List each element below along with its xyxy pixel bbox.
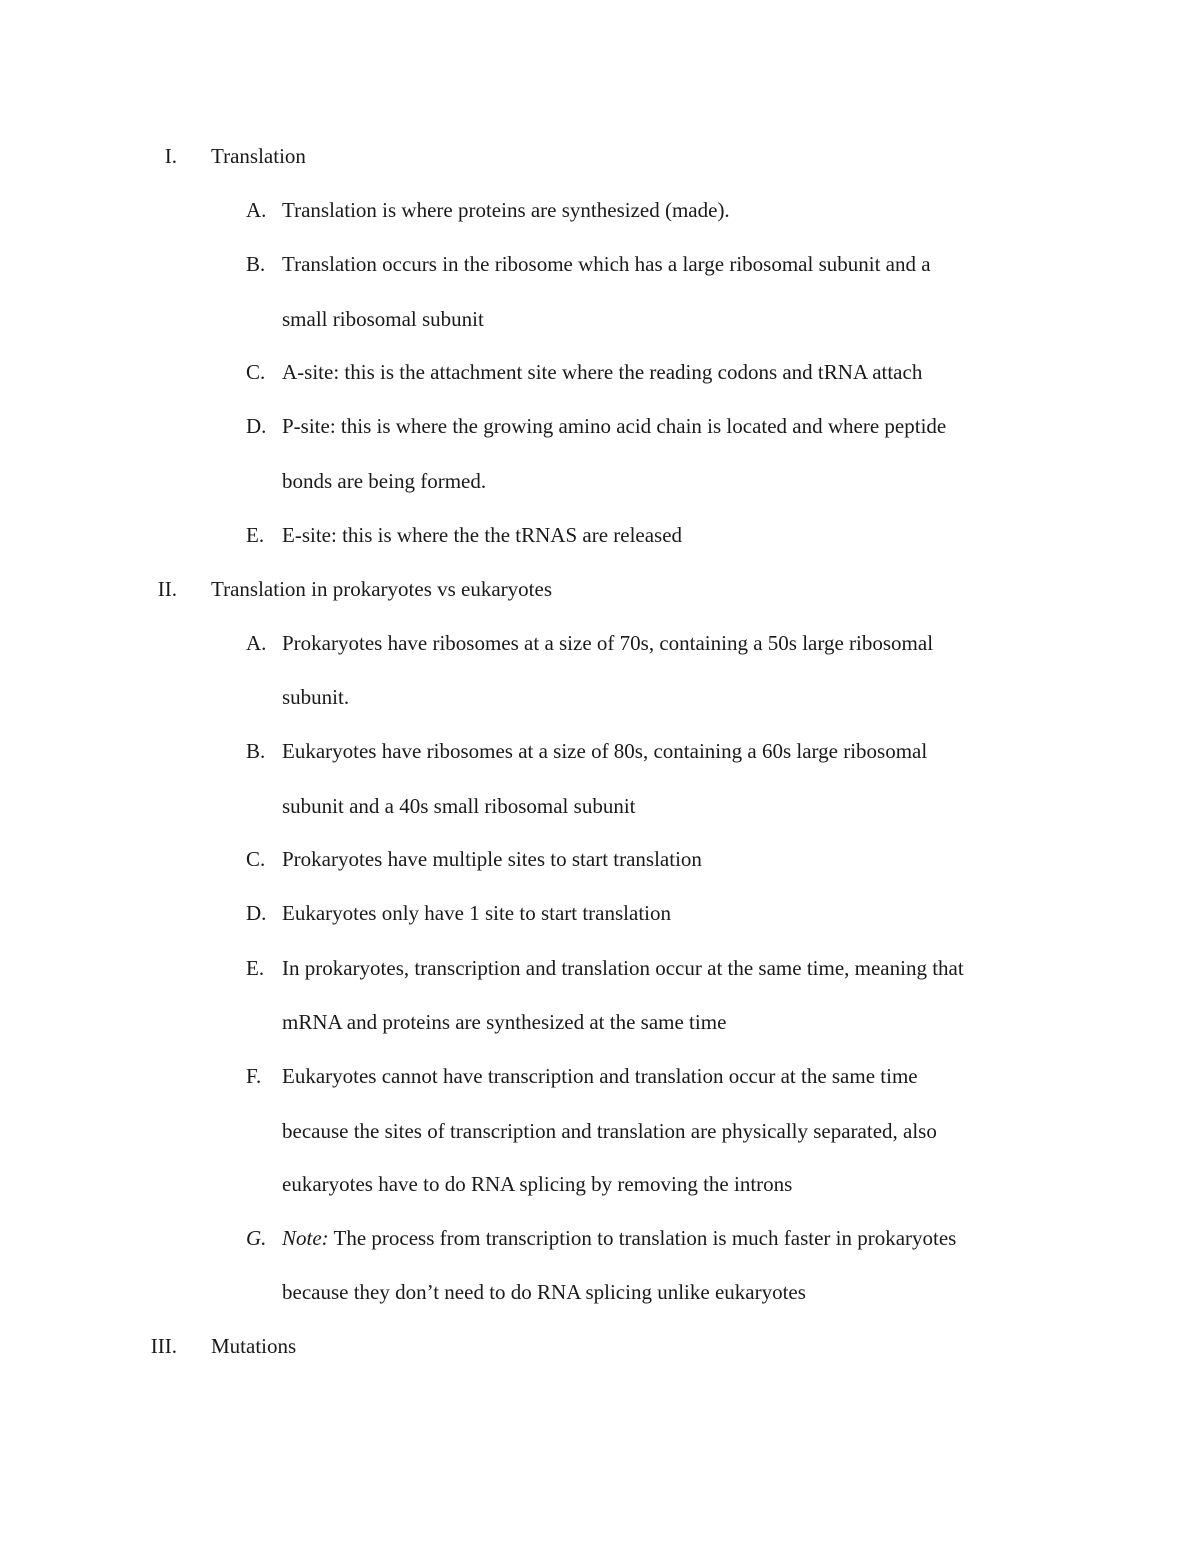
item-text: Prokaryotes have ribosomes at a size of 70s, containing a 50s large ribosomal	[282, 631, 934, 655]
item-text: Prokaryotes have multiple sites to start translation	[282, 847, 702, 871]
item-letter: F.	[246, 1064, 262, 1088]
item-text-continued: mRNA and proteins are synthesized at the same time	[282, 1010, 727, 1034]
item-text: P-site: this is where the growing amino acid chain is located and where peptide	[282, 414, 947, 438]
item-letter: G.	[246, 1226, 267, 1250]
item-letter: A.	[246, 631, 267, 655]
item-letter: D.	[246, 901, 267, 925]
item-text-continued: small ribosomal subunit	[282, 307, 484, 331]
item-letter: E.	[246, 956, 265, 980]
note-text: The process from transcription to translation is much faster in prokaryotes	[328, 1226, 957, 1250]
item-text-continued: subunit.	[282, 685, 350, 709]
section-title: Translation in prokaryotes vs eukaryotes	[211, 577, 553, 601]
item-letter: A.	[246, 198, 267, 222]
item-letter: D.	[246, 414, 267, 438]
note-label: Note:	[282, 1226, 329, 1250]
section-title: Mutations	[211, 1334, 297, 1358]
item-letter: C.	[246, 847, 266, 871]
item-text: Eukaryotes have ribosomes at a size of 80s, containing a 60s large ribosomal	[282, 739, 928, 763]
section-numeral: I.	[164, 144, 177, 168]
item-text: In prokaryotes, transcription and translation occur at the same time, meaning that	[282, 956, 964, 980]
item-text: Eukaryotes only have 1 site to start translation	[282, 901, 671, 925]
section-title: Translation	[211, 144, 306, 168]
item-letter: E.	[246, 523, 265, 547]
item-text: E-site: this is where the the tRNAS are released	[282, 523, 683, 547]
section-numeral: II.	[157, 577, 177, 601]
item-text: A-site: this is the attachment site where the reading codons and tRNA attach	[282, 360, 923, 384]
item-text-continued: because they don’t need to do RNA splicing unlike eukaryotes	[282, 1280, 806, 1304]
item-text: Eukaryotes cannot have transcription and translation occur at the same time	[282, 1064, 918, 1088]
item-text-continued: bonds are being formed.	[282, 469, 487, 493]
item-text: Translation occurs in the ribosome which has a large ribosomal subunit and a	[282, 252, 931, 276]
item-text-continued: subunit and a 40s small ribosomal subunit	[282, 794, 636, 818]
item-text-continued: eukaryotes have to do RNA splicing by removing the introns	[282, 1172, 793, 1196]
item-text	[282, 1224, 956, 1252]
item-text: Translation is where proteins are synthesized (made).	[282, 198, 730, 222]
item-letter: B.	[246, 252, 266, 276]
item-letter: B.	[246, 739, 266, 763]
item-letter: C.	[246, 360, 266, 384]
section-numeral: III.	[150, 1334, 177, 1358]
item-text-continued: because the sites of transcription and translation are physically separated, also	[282, 1119, 937, 1143]
